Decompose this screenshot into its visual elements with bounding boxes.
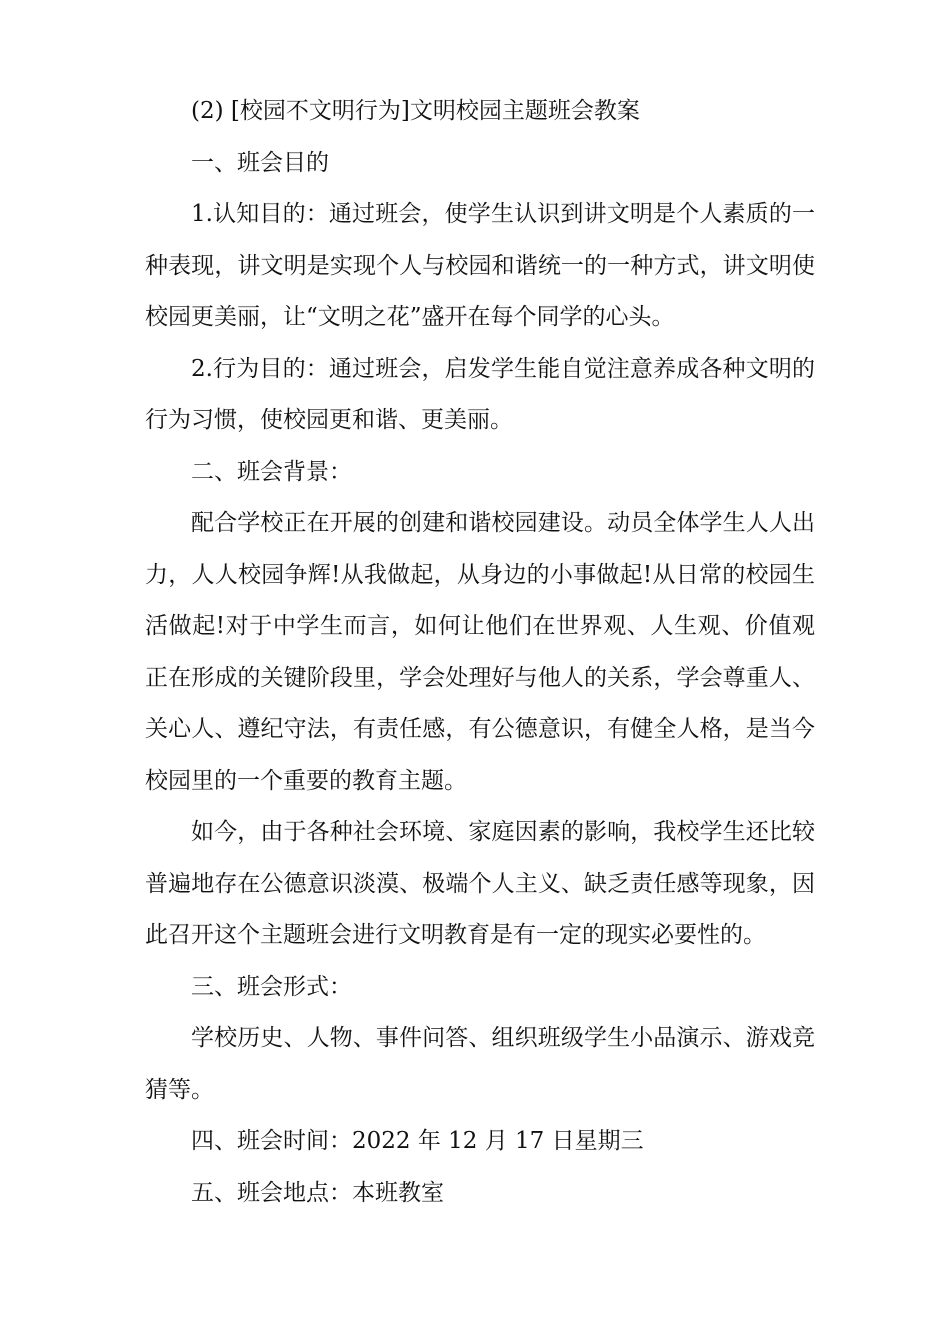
section-heading-time: 四、班会时间：2022 年 12 月 17 日星期三 [191, 1128, 644, 1154]
document-title: (2) [校园不文明行为]文明校园主题班会教案 [191, 98, 640, 124]
document-page [145, 86, 815, 1219]
section-heading-format: 三、班会形式： [191, 973, 352, 1000]
paragraph-background: 配合学校正在开展的创建和谐校园建设。动员全体学生人人出力，人人校园争辉!从我做起，从身边的小事做起!从日常的校园生活做起!对于中学生而言，如何让他们在世界观、人生观、价值观正在形成的关键阶段里，学会处理好与他人的关系，学会尊重人、关心人、遵纪守法，有责任感，有公德意识，有健全人格，是当今校园里的一个重要的教育主题。 [145, 510, 815, 794]
section-heading-background: 二、班会背景： [191, 458, 352, 485]
section-heading-location: 五、班会地点：本班教室 [191, 1179, 444, 1206]
section-heading-purpose: 一、班会目的 [191, 149, 329, 176]
paragraph-format: 学校历史、人物、事件问答、组织班级学生小品演示、游戏竞猜等。 [145, 1025, 815, 1103]
paragraph-current-situation: 如今，由于各种社会环境、家庭因素的影响，我校学生还比较普遍地存在公德意识淡漠、极端个人主义、缺乏责任感等现象，因此召开这个主题班会进行文明教育是有一定的现实必要性的。 [145, 819, 815, 948]
paragraph-behavior-goal: 2.行为目的：通过班会，启发学生能自觉注意养成各种文明的行为习惯，使校园更和谐、更美丽。 [145, 355, 815, 433]
paragraph-cognitive-goal: 1.认知目的：通过班会，使学生认识到讲文明是个人素质的一种表现，讲文明是实现个人与校园和谐统一的一种方式，讲文明使校园更美丽，让“文明之花”盛开在每个同学的心头。 [145, 201, 815, 330]
